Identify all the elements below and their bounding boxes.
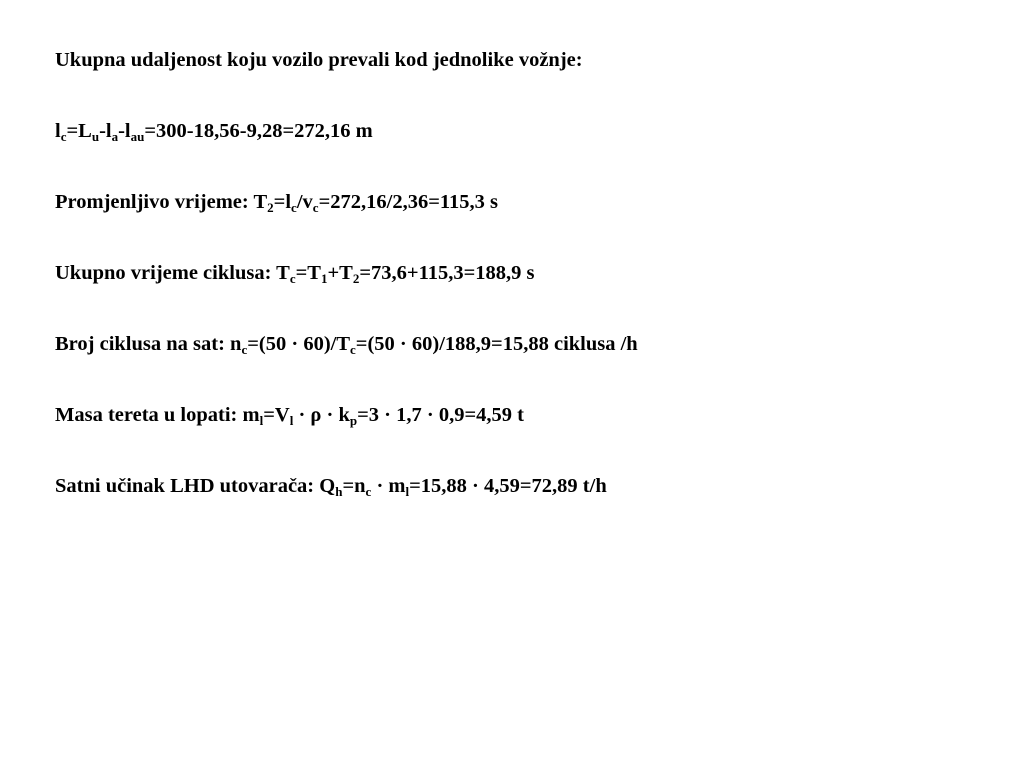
formula-subscript: c bbox=[289, 271, 296, 286]
formula-text: /v bbox=[296, 191, 313, 213]
formula-subscript: c bbox=[241, 342, 248, 357]
formula-text: =L bbox=[66, 120, 92, 142]
formula-subscript: l bbox=[289, 413, 294, 428]
formula-text: =l bbox=[273, 191, 292, 213]
formula-text: =73,6+115,3=188,9 s bbox=[359, 262, 535, 284]
formula-text: =3 · 1,7 · 0,9=4,59 t bbox=[357, 404, 524, 426]
formula-text: Masa tereta u lopati: m bbox=[55, 404, 260, 426]
line-constant-distance-formula bbox=[55, 119, 373, 143]
formula-text: -l bbox=[99, 120, 112, 142]
formula-text: Ukupno vrijeme ciklusa: T bbox=[55, 262, 290, 284]
formula-text: -l bbox=[118, 120, 131, 142]
line-total-distance-heading bbox=[55, 48, 583, 72]
line-bucket-load-mass-formula bbox=[55, 403, 524, 427]
formula-text: =272,16/2,36=115,3 s bbox=[318, 191, 498, 213]
formula-text: =15,88 · 4,59=72,89 t/h bbox=[409, 475, 607, 497]
formula-text: =(50 · 60)/T bbox=[247, 333, 351, 355]
formula-subscript: h bbox=[335, 484, 343, 499]
formula-text: =V bbox=[263, 404, 290, 426]
formula-subscript: 1 bbox=[320, 271, 328, 286]
formula-subscript: au bbox=[130, 129, 145, 144]
formula-subscript: c bbox=[60, 129, 67, 144]
formula-subscript: 2 bbox=[352, 271, 360, 286]
formula-text: =(50 · 60)/188,9=15,88 ciklusa /h bbox=[355, 333, 638, 355]
formula-text: · m bbox=[371, 475, 406, 497]
formula-text: +T bbox=[327, 262, 353, 284]
line-cycle-time-formula bbox=[55, 261, 535, 285]
line-cycles-per-hour-formula bbox=[55, 332, 638, 356]
formula-subscript: a bbox=[111, 129, 119, 144]
formula-subscript: c bbox=[350, 342, 356, 357]
formula-subscript: l bbox=[259, 413, 264, 428]
formula-subscript: c bbox=[291, 200, 297, 215]
formula-text: · ρ · k bbox=[293, 404, 350, 426]
formula-text: =300-18,56-9,28=272,16 m bbox=[144, 120, 373, 142]
formula-text: Broj ciklusa na sat: n bbox=[55, 333, 242, 355]
formula-text: Promjenljivo vrijeme: T bbox=[55, 191, 268, 213]
formula-text: Ukupna udaljenost koju vozilo prevali kod jednolike vožnje: bbox=[55, 49, 583, 71]
formula-subscript: 2 bbox=[267, 200, 274, 215]
formula-text: l bbox=[55, 120, 61, 142]
formula-text: =n bbox=[342, 475, 366, 497]
formula-subscript: c bbox=[365, 484, 372, 499]
formula-text: =T bbox=[295, 262, 321, 284]
formula-subscript: u bbox=[91, 129, 100, 144]
formula-subscript: c bbox=[312, 200, 319, 215]
line-hourly-output-formula bbox=[55, 474, 607, 498]
formula-subscript: l bbox=[405, 484, 410, 499]
formula-subscript: p bbox=[349, 413, 358, 428]
line-variable-time-formula bbox=[55, 190, 498, 214]
formula-text: Satni učinak LHD utovarača: Q bbox=[55, 475, 336, 497]
